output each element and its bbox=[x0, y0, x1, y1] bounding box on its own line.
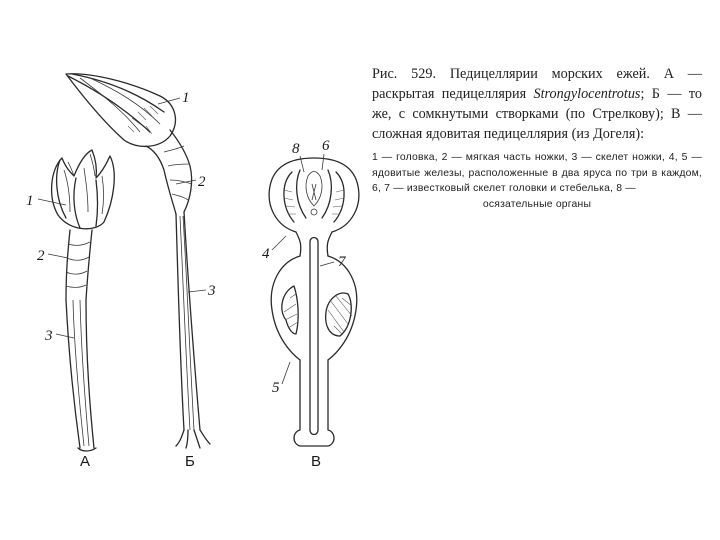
label-b-3: 3 bbox=[208, 283, 216, 299]
legend-last-line: осязательные органы bbox=[482, 198, 592, 210]
caption-b-v: ; Б — то же, с сомкнутыми створками (по Стрелкову); В — сложная ядовитая педицеллярия (из Догеля): bbox=[372, 86, 703, 142]
panel-label-a: А bbox=[80, 453, 91, 470]
label-b-1: 1 bbox=[182, 90, 190, 106]
label-b-2: 2 bbox=[198, 174, 206, 190]
label-v-8: 8 bbox=[292, 141, 300, 157]
label-v-7: 7 bbox=[338, 254, 346, 270]
panel-a-drawing bbox=[38, 150, 114, 451]
legend-text: 1 — головка, 2 — мягкая часть ножки, 3 — скелет ножки, 4, 5 — ядовитые железы, расположенные в два яруса по три в каждом, 6, 7 — известковый скелет головки и стебелька, 8 — bbox=[372, 152, 702, 194]
caption-species: Strongylocentrotus bbox=[533, 86, 641, 102]
caption-a-prefix: А — раскрытая педицеллярия bbox=[372, 66, 702, 102]
panel-b-drawing bbox=[66, 74, 210, 448]
figure-caption bbox=[372, 64, 702, 212]
label-a-2: 2 bbox=[37, 248, 45, 264]
caption-title: Рис. 529. Педицеллярии морских ежей. bbox=[372, 66, 650, 82]
caption-legend bbox=[372, 150, 702, 212]
label-v-4: 4 bbox=[262, 246, 270, 262]
label-a-1: 1 bbox=[26, 193, 34, 209]
caption-heading bbox=[372, 64, 702, 144]
label-v-5: 5 bbox=[272, 380, 280, 396]
panel-label-v: В bbox=[311, 453, 322, 470]
panel-v-drawing bbox=[269, 154, 359, 446]
label-a-3: 3 bbox=[45, 328, 53, 344]
label-v-6: 6 bbox=[322, 138, 330, 154]
panel-label-b: Б bbox=[185, 453, 195, 470]
